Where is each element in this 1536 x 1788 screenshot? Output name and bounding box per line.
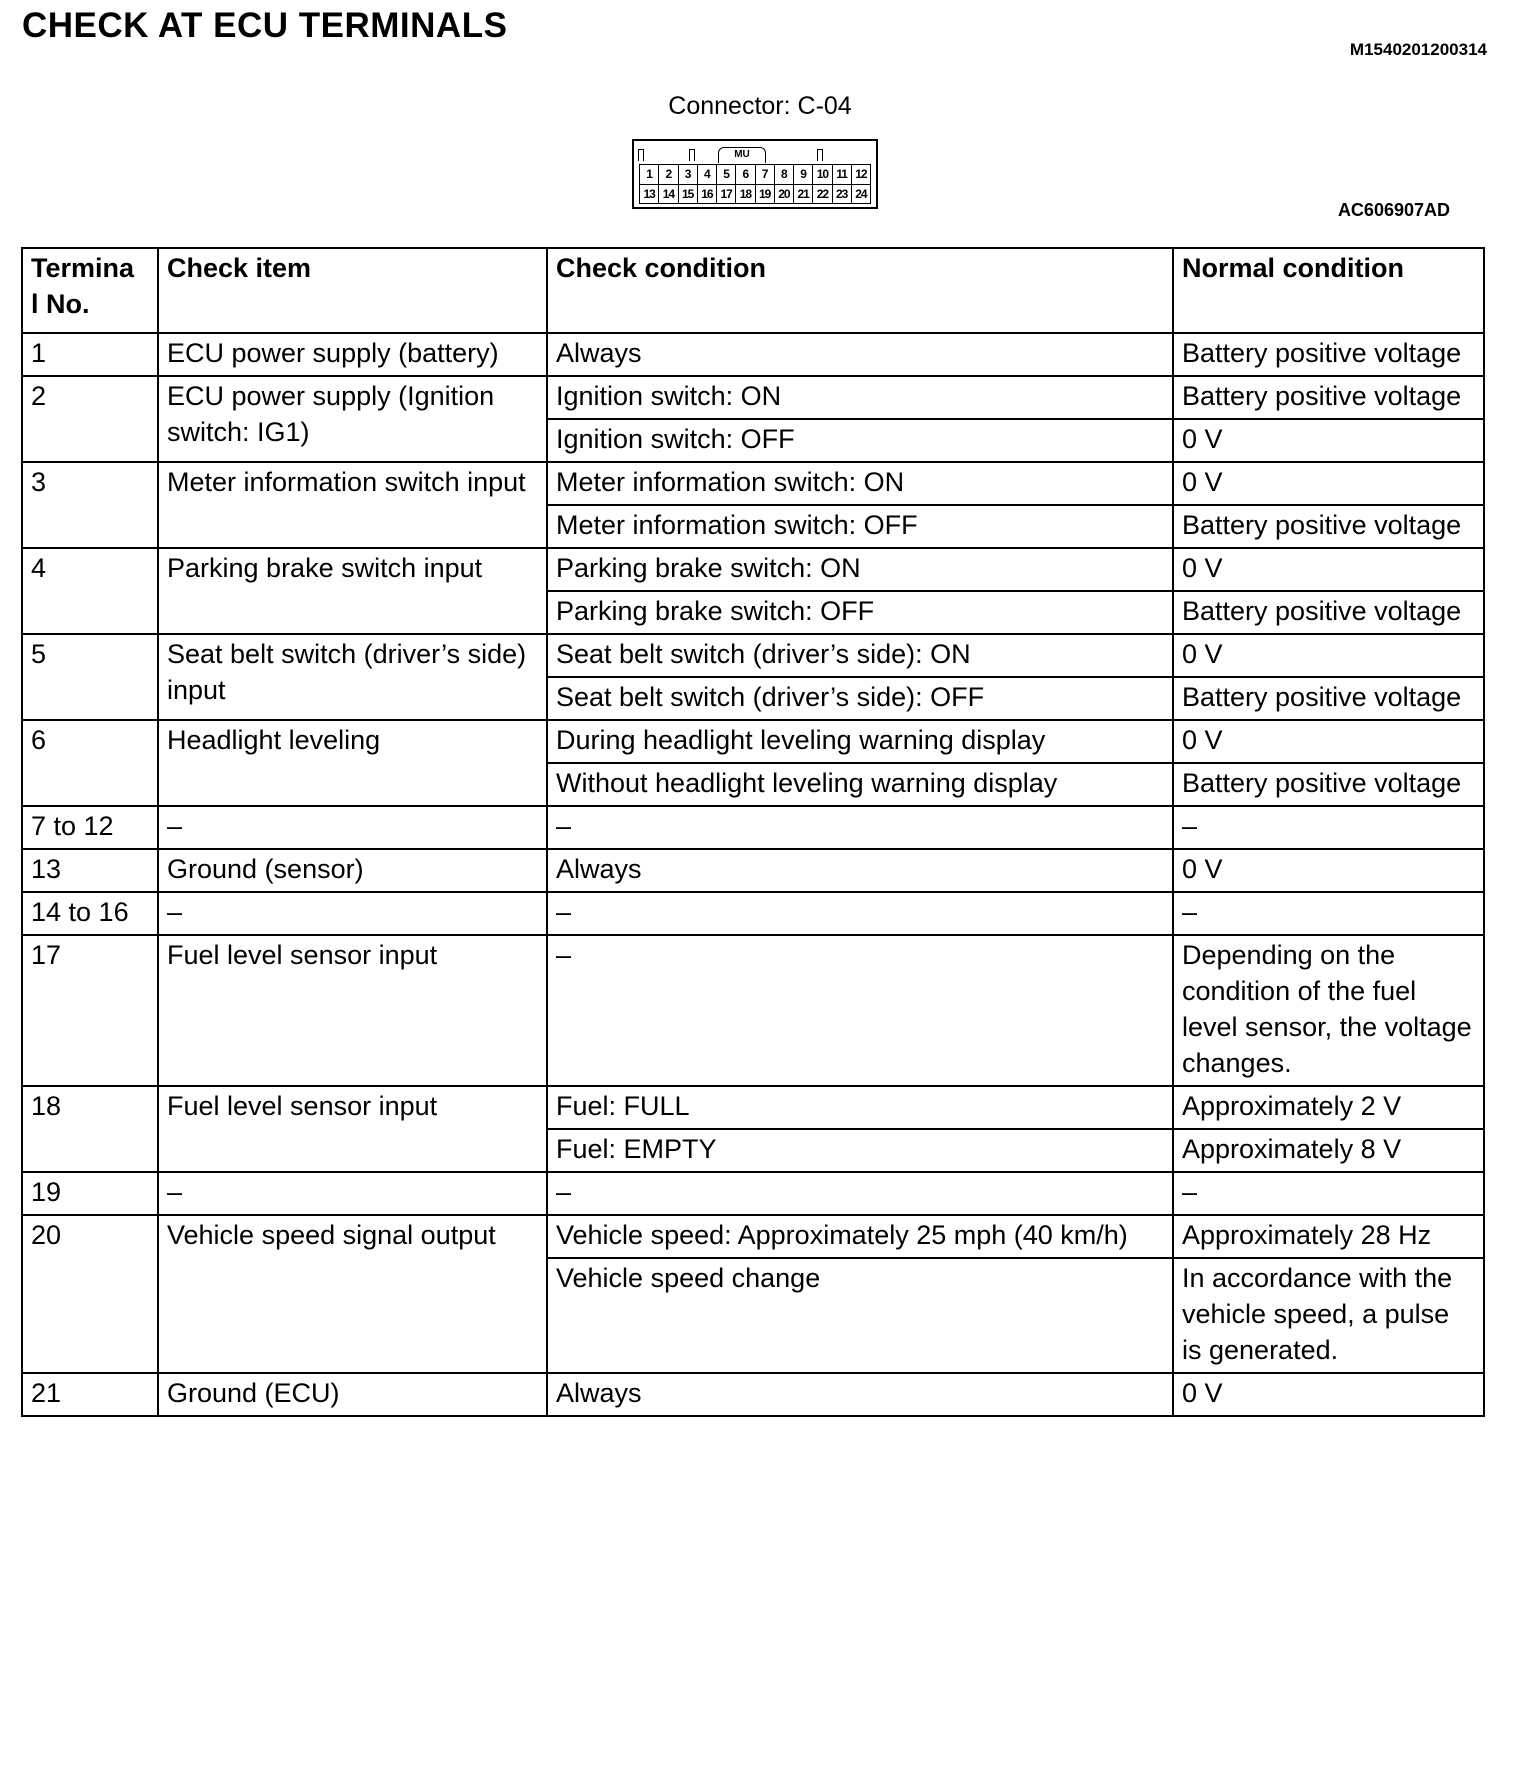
connector-pin: 21 xyxy=(793,185,812,204)
cell-check-item: Parking brake switch input xyxy=(158,548,547,634)
table-row xyxy=(22,333,1484,376)
table-row xyxy=(22,548,1484,591)
cell-check-item: Fuel level sensor input xyxy=(158,935,547,1086)
cell-terminal-no: 17 xyxy=(22,935,158,1086)
cell-check-item: – xyxy=(158,806,547,849)
cell-check-condition: Parking brake switch: OFF xyxy=(547,591,1173,634)
connector-pin: 13 xyxy=(643,187,655,201)
cell-normal-condition: Approximately 8 V xyxy=(1173,1129,1484,1172)
connector-pin: 20 xyxy=(774,185,793,204)
connector-pin: 7 xyxy=(755,165,774,184)
header-terminal-no: Termina l No. xyxy=(22,248,158,333)
cell-normal-condition: 0 V xyxy=(1173,1373,1484,1416)
connector-key-tab xyxy=(638,149,644,161)
table-row xyxy=(22,462,1484,505)
cell-terminal-no: 5 xyxy=(22,634,158,720)
cell-terminal-no: 2 xyxy=(22,376,158,462)
cell-check-item: Vehicle speed signal output xyxy=(158,1215,547,1373)
cell-check-condition: Ignition switch: ON xyxy=(547,376,1173,419)
connector-key-tab xyxy=(817,149,823,161)
connector-pin: 14 xyxy=(658,185,677,204)
cell-terminal-no: 13 xyxy=(22,849,158,892)
cell-normal-condition: Approximately 2 V xyxy=(1173,1086,1484,1129)
cell-check-item: Headlight leveling xyxy=(158,720,547,806)
cell-normal-condition: 0 V xyxy=(1173,548,1484,591)
cell-check-condition: Always xyxy=(547,849,1173,892)
cell-check-condition: – xyxy=(547,806,1173,849)
table-row xyxy=(22,935,1484,1086)
connector-lock: MU xyxy=(718,147,766,163)
connector-diagram xyxy=(632,139,878,209)
cell-terminal-no: 18 xyxy=(22,1086,158,1172)
cell-terminal-no: 4 xyxy=(22,548,158,634)
connector-key-tab xyxy=(689,149,695,161)
figure-id: AC606907AD xyxy=(1337,200,1450,220)
cell-normal-condition: Battery positive voltage xyxy=(1173,333,1484,376)
cell-normal-condition: Depending on the condition of the fuel level sensor, the voltage changes. xyxy=(1173,935,1484,1086)
table-row xyxy=(22,1086,1484,1129)
document-id: M1540201200314 xyxy=(1349,40,1487,59)
header-normal-condition: Normal condition xyxy=(1173,248,1484,333)
table-row xyxy=(22,634,1484,677)
cell-check-condition: Fuel: FULL xyxy=(547,1086,1173,1129)
table-row xyxy=(22,849,1484,892)
cell-check-condition: Without headlight leveling warning display xyxy=(547,763,1173,806)
connector-pin: 19 xyxy=(755,185,774,204)
cell-normal-condition: Battery positive voltage xyxy=(1173,591,1484,634)
cell-normal-condition: 0 V xyxy=(1173,720,1484,763)
cell-normal-condition: Battery positive voltage xyxy=(1173,677,1484,720)
connector-pin: 11 xyxy=(832,165,851,184)
connector-pin-row-top xyxy=(640,165,870,184)
connector-pin: 9 xyxy=(793,165,812,184)
connector-pin-grid xyxy=(639,164,871,204)
cell-check-condition: Seat belt switch (driver’s side): OFF xyxy=(547,677,1173,720)
table-row xyxy=(22,1172,1484,1215)
cell-check-item: Ground (ECU) xyxy=(158,1373,547,1416)
cell-normal-condition: 0 V xyxy=(1173,849,1484,892)
cell-terminal-no: 21 xyxy=(22,1373,158,1416)
cell-check-condition: Always xyxy=(547,1373,1173,1416)
cell-check-condition: Fuel: EMPTY xyxy=(547,1129,1173,1172)
page-title: CHECK AT ECU TERMINALS xyxy=(22,6,508,45)
cell-normal-condition: In accordance with the vehicle speed, a pulse is generated. xyxy=(1173,1258,1484,1373)
connector-pin: 5 xyxy=(716,165,735,184)
cell-terminal-no: 20 xyxy=(22,1215,158,1373)
cell-check-condition: – xyxy=(547,935,1173,1086)
connector-pin: 16 xyxy=(697,185,716,204)
cell-check-condition: Parking brake switch: ON xyxy=(547,548,1173,591)
table-body xyxy=(22,333,1484,1416)
header-check-condition: Check condition xyxy=(547,248,1173,333)
cell-check-condition: Ignition switch: OFF xyxy=(547,419,1173,462)
cell-check-item: ECU power supply (Ignition switch: IG1) xyxy=(158,376,547,462)
cell-check-item: – xyxy=(158,1172,547,1215)
cell-normal-condition: 0 V xyxy=(1173,419,1484,462)
connector-pin: 8 xyxy=(774,165,793,184)
connector-pin: 3 xyxy=(678,165,697,184)
cell-terminal-no: 6 xyxy=(22,720,158,806)
cell-terminal-no: 1 xyxy=(22,333,158,376)
cell-check-condition: – xyxy=(547,1172,1173,1215)
cell-normal-condition: 0 V xyxy=(1173,634,1484,677)
table-row xyxy=(22,1373,1484,1416)
cell-check-condition: Seat belt switch (driver’s side): ON xyxy=(547,634,1173,677)
connector-pin: 24 xyxy=(851,185,870,204)
connector-pin: 2 xyxy=(658,165,677,184)
connector-label: Connector: C-04 xyxy=(668,92,852,120)
cell-check-condition: Meter information switch: OFF xyxy=(547,505,1173,548)
connector-pin: 22 xyxy=(812,185,831,204)
cell-normal-condition: 0 V xyxy=(1173,462,1484,505)
cell-normal-condition: – xyxy=(1173,806,1484,849)
table-row xyxy=(22,720,1484,763)
cell-check-condition: Vehicle speed: Approximately 25 mph (40 km/h) xyxy=(547,1215,1173,1258)
terminal-check-table xyxy=(21,247,1485,1417)
cell-check-item: ECU power supply (battery) xyxy=(158,333,547,376)
connector-pin: 23 xyxy=(832,185,851,204)
connector-pin-row-bottom xyxy=(640,184,870,204)
cell-normal-condition: – xyxy=(1173,892,1484,935)
cell-check-item: Fuel level sensor input xyxy=(158,1086,547,1172)
cell-normal-condition: Battery positive voltage xyxy=(1173,505,1484,548)
cell-check-condition: Meter information switch: ON xyxy=(547,462,1173,505)
cell-normal-condition: Battery positive voltage xyxy=(1173,763,1484,806)
header-check-item: Check item xyxy=(158,248,547,333)
cell-check-item: Ground (sensor) xyxy=(158,849,547,892)
table-row xyxy=(22,1215,1484,1258)
cell-normal-condition: – xyxy=(1173,1172,1484,1215)
cell-check-condition: During headlight leveling warning display xyxy=(547,720,1173,763)
cell-check-item: Seat belt switch (driver’s side) input xyxy=(158,634,547,720)
table-row xyxy=(22,892,1484,935)
cell-check-condition: Vehicle speed change xyxy=(547,1258,1173,1373)
connector-pin: 17 xyxy=(716,185,735,204)
cell-terminal-no: 7 to 12 xyxy=(22,806,158,849)
connector-pin: 10 xyxy=(812,165,831,184)
connector-pin: 6 xyxy=(735,165,754,184)
cell-check-item: – xyxy=(158,892,547,935)
cell-terminal-no: 19 xyxy=(22,1172,158,1215)
table-row xyxy=(22,806,1484,849)
connector-pin: 18 xyxy=(735,185,754,204)
table-header-row xyxy=(22,248,1484,333)
cell-terminal-no: 14 to 16 xyxy=(22,892,158,935)
table-row xyxy=(22,376,1484,419)
cell-check-condition: – xyxy=(547,892,1173,935)
cell-normal-condition: Battery positive voltage xyxy=(1173,376,1484,419)
connector-pin: 15 xyxy=(678,185,697,204)
cell-terminal-no: 3 xyxy=(22,462,158,548)
connector-pin: 12 xyxy=(851,165,870,184)
cell-normal-condition: Approximately 28 Hz xyxy=(1173,1215,1484,1258)
cell-check-condition: Always xyxy=(547,333,1173,376)
connector-pin: 4 xyxy=(697,165,716,184)
connector-pin: 1 xyxy=(646,167,652,181)
cell-check-item: Meter information switch input xyxy=(158,462,547,548)
